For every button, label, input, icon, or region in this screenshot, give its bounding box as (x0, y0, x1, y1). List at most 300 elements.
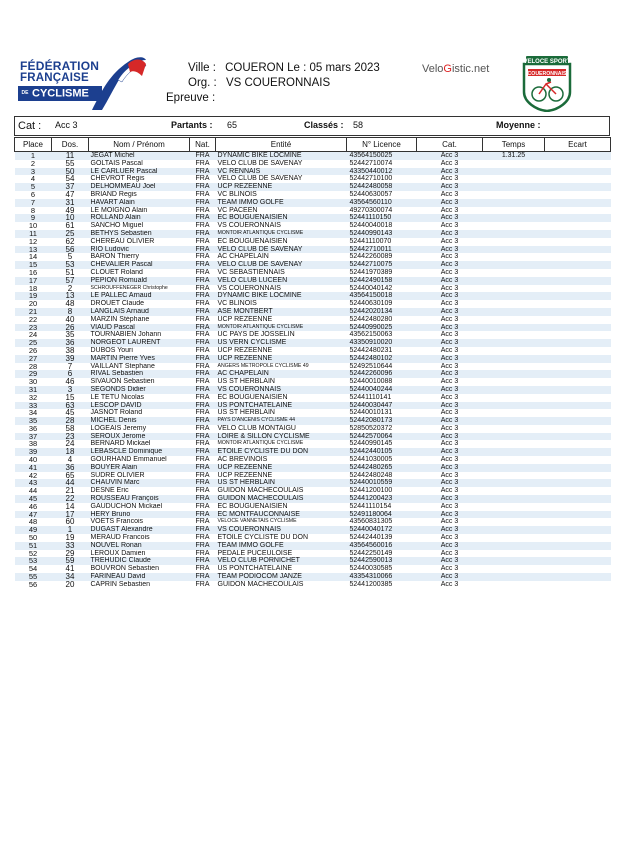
name-cell: PEPION Romuald (89, 277, 190, 285)
gap-cell (545, 370, 611, 378)
result-row (15, 565, 611, 573)
cat-cell: Acc 3 (417, 339, 483, 347)
entity-cell: UCP REZEENNE (216, 355, 347, 363)
place-cell: 43 (15, 479, 52, 487)
entity-cell: US PONTCHATELAINE (216, 402, 347, 410)
dossard-cell: 55 (65, 159, 75, 168)
dossard-cell: 8 (52, 308, 89, 316)
time-cell (483, 417, 545, 425)
result-row (15, 331, 611, 339)
nat-cell: FRA (195, 393, 210, 401)
gap-cell (545, 440, 611, 448)
dossard-cell: 58 (65, 424, 75, 433)
licence-cell: 52440010559 (347, 479, 417, 487)
result-row (15, 253, 611, 261)
time-cell (483, 370, 545, 378)
entity-cell: TEAM IMMO GOLFE (216, 542, 347, 550)
classes-label: Classés : (304, 120, 344, 130)
entity-cell: EC BOUGUENAISIEN (217, 393, 288, 401)
dossard-cell: 2 (67, 284, 73, 293)
place-cell: 23 (15, 324, 52, 332)
place-cell: 4 (30, 175, 36, 184)
name-cell: JASNOT Roland (90, 409, 143, 417)
licence-cell: 43354310066 (347, 573, 417, 581)
time-cell (483, 347, 545, 355)
time-cell (483, 238, 545, 246)
entity-cell: VC PACEEN (217, 206, 258, 214)
name-cell: MARTIN Pierre Yves (89, 355, 190, 363)
dossard-cell: 39 (52, 355, 89, 363)
time-cell (483, 503, 545, 511)
name-cell: RIO Ludovic (89, 246, 190, 254)
result-row (15, 199, 611, 207)
name-cell: GAUDUCHON Mickael (90, 502, 163, 510)
licence-cell: 52441970389 (349, 268, 393, 276)
licence-cell: 52441200423 (347, 495, 417, 503)
name-cell: CLOUET Roland (90, 268, 143, 276)
place-cell: 28 (28, 362, 38, 371)
time-cell (483, 230, 545, 238)
name-cell: NORGEOT LAURENT (89, 339, 190, 347)
licence-cell: 52440040244 (347, 386, 417, 394)
time-cell (483, 183, 545, 191)
cat-cell: Acc 3 (417, 433, 483, 441)
time-cell (483, 324, 545, 332)
nat-cell: FRA (190, 370, 216, 378)
licence-cell: 52492510644 (349, 362, 393, 370)
place-cell: 29 (15, 370, 52, 378)
cat-cell: Acc 3 (417, 152, 483, 160)
time-cell (483, 363, 545, 371)
entity-cell: UCP REZEENNE (216, 464, 347, 472)
place-cell: 5 (15, 183, 52, 191)
place-cell: 31 (15, 386, 52, 394)
time-cell (483, 175, 545, 183)
licence-cell: 52440040142 (349, 284, 393, 292)
place-cell: 53 (15, 557, 52, 565)
name-cell: RIVAL Sebastien (89, 370, 190, 378)
place-cell: 51 (15, 542, 52, 550)
cat-cell: Acc 3 (417, 183, 483, 191)
cat-cell: Acc 3 (417, 230, 483, 238)
place-cell: 7 (15, 199, 52, 207)
dossard-cell: 1 (52, 526, 89, 534)
time-cell (483, 534, 545, 542)
gap-cell (545, 448, 611, 456)
gap-cell (545, 511, 611, 519)
gap-cell (545, 542, 611, 550)
race-organizer (188, 77, 330, 89)
name-cell: SCHROUFFENEGER Christophe (90, 284, 168, 291)
result-row (15, 285, 611, 293)
entity-cell: ETOILE CYCLISTE DU DON (217, 534, 309, 542)
cat-cell: Acc 3 (417, 277, 483, 285)
gap-cell (545, 409, 611, 417)
results-header-row (15, 138, 611, 152)
entity-cell: AC CHAPELAIN (217, 253, 269, 261)
time-cell (483, 168, 545, 176)
time-cell (483, 222, 545, 230)
cat-cell: Acc 3 (440, 315, 459, 323)
entity-cell: VELO CLUB MONTAIGU (217, 424, 296, 432)
gap-cell (545, 238, 611, 246)
nat-cell: FRA (195, 502, 210, 510)
result-row (15, 183, 611, 191)
entity-cell: EC BOUGUENAISIEN (217, 502, 288, 510)
dossard-cell: 50 (52, 168, 89, 176)
entity-cell: VS COUERONNAIS (216, 386, 347, 394)
gap-cell (545, 347, 611, 355)
result-row (15, 316, 611, 324)
time-cell (483, 277, 545, 285)
result-row (15, 448, 611, 456)
entity-cell: PAYS D'ANCENIS CYCLISME 44 (216, 417, 347, 425)
licence-cell: 52442480058 (347, 183, 417, 191)
licence-cell: 43562150063 (349, 331, 393, 339)
dossard-cell: 47 (65, 190, 75, 199)
name-cell: VIAUD Pascal (89, 324, 190, 332)
dossard-cell: 31 (52, 199, 89, 207)
gap-cell (545, 557, 611, 565)
time-cell (483, 409, 545, 417)
licence-cell: 52440990143 (347, 230, 417, 238)
name-cell: CAPRIN Sebastien (90, 580, 151, 588)
name-cell: DESNE Eric (90, 487, 129, 495)
time-cell (483, 402, 545, 410)
dossard-cell: 11 (52, 152, 89, 160)
result-row (15, 269, 611, 277)
dossard-cell: 45 (65, 409, 75, 418)
nat-cell: FRA (190, 230, 216, 238)
entity-cell: MONTOIR ATLANTIQUE CYCLISME (216, 230, 347, 238)
cat-cell: Acc 3 (440, 159, 459, 167)
time-cell (483, 394, 545, 402)
time-cell (483, 378, 545, 386)
cat-cell: Acc 3 (440, 378, 459, 386)
result-row (15, 402, 611, 410)
licence-cell: 52442710100 (349, 175, 393, 183)
nat-cell: FRA (190, 214, 216, 222)
licence-cell: 52441200100 (349, 487, 393, 495)
result-row (15, 191, 611, 199)
name-cell: ROLLAND Alain (89, 214, 190, 222)
name-cell: DELHOMMEAU Joel (89, 183, 190, 191)
licence-cell: 52441200385 (349, 580, 393, 588)
entity-cell: UC PAYS DE JOSSELIN (217, 331, 295, 339)
club-logo (518, 54, 576, 112)
col-name-header: Nom / Prénom (89, 138, 190, 152)
result-row (15, 464, 611, 472)
licence-cell: 52442590013 (347, 557, 417, 565)
org-value: VS COUERONNAIS (225, 77, 331, 89)
licence-cell: 49270300074 (349, 206, 393, 214)
ffc-logo-bar (18, 86, 102, 101)
licence-cell: 52442710011 (347, 246, 417, 254)
entity-cell: VS COUERONNAIS (217, 284, 281, 292)
dossard-cell: 19 (65, 534, 75, 542)
licence-cell: 52440040172 (347, 526, 417, 534)
place-cell: 30 (28, 378, 38, 386)
nat-cell: FRA (195, 300, 210, 308)
result-row (15, 238, 611, 246)
place-cell: 9 (15, 214, 52, 222)
entity-cell: EC MONTFAUCONNAISE (216, 511, 347, 519)
nat-cell: FRA (190, 199, 216, 207)
col-dossard-header: Dos. (52, 138, 89, 152)
place-cell: 35 (15, 417, 52, 425)
cat-cell: Acc 3 (440, 175, 459, 183)
licence-cell: 52442490158 (347, 277, 417, 285)
nat-cell: FRA (195, 378, 210, 386)
nat-cell: FRA (190, 495, 216, 503)
name-cell: LOGEAIS Jeremy (90, 424, 147, 432)
cat-cell: Acc 3 (417, 417, 483, 425)
place-cell: 10 (28, 222, 38, 230)
dossard-cell: 46 (65, 378, 75, 386)
club-logo-top-text: VELOCE SPORT (523, 59, 571, 65)
time-cell (483, 511, 545, 519)
result-row (15, 440, 611, 448)
nat-cell: FRA (190, 308, 216, 316)
ffc-logo-de: DE (21, 90, 29, 96)
gap-cell (545, 152, 611, 160)
time-cell (483, 526, 545, 534)
nat-cell: FRA (190, 511, 216, 519)
gap-cell (545, 222, 611, 230)
gap-cell (545, 456, 611, 464)
gap-cell (545, 160, 611, 168)
licence-cell: 52440030585 (349, 565, 393, 573)
result-row (15, 152, 611, 160)
gap-cell (545, 207, 611, 215)
place-cell: 49 (15, 526, 52, 534)
entity-cell: UCP REZEENNE (217, 471, 273, 479)
gap-cell (545, 246, 611, 254)
gap-cell (545, 378, 611, 386)
nat-cell: FRA (195, 284, 210, 292)
cat-cell: Acc 3 (440, 549, 459, 557)
place-cell: 22 (28, 315, 38, 324)
cat-cell: Acc 3 (417, 542, 483, 550)
place-cell: 11 (15, 230, 52, 238)
place-cell: 56 (28, 580, 38, 589)
cat-cell: Acc 3 (417, 261, 483, 269)
place-cell: 19 (15, 292, 52, 300)
time-cell (483, 308, 545, 316)
dossard-cell: 29 (65, 549, 75, 558)
entity-cell: TEAM IMMO GOLFE (216, 199, 347, 207)
col-nat-header: Nat. (190, 138, 216, 152)
licence-cell: 52440630057 (349, 190, 393, 198)
place-cell: 6 (30, 190, 36, 199)
name-cell: BRIAND Regis (90, 190, 137, 198)
place-cell: 14 (28, 253, 38, 262)
cat-cell: Acc 3 (440, 440, 459, 448)
result-row (15, 542, 611, 550)
gap-cell (545, 565, 611, 573)
entity-cell: VC BLINOIS (217, 300, 257, 308)
licence-cell: 52440630109 (349, 300, 393, 308)
ville-value: COUERON Le : 05 mars 2023 (225, 62, 380, 74)
cat-cell: Acc 3 (417, 526, 483, 534)
velogistic-brand (422, 63, 489, 75)
entity-cell: VC RENNAIS (216, 168, 347, 176)
place-cell: 33 (15, 402, 52, 410)
dossard-cell: 5 (67, 253, 73, 262)
cat-cell: Acc 3 (417, 324, 483, 332)
dossard-cell: 65 (65, 471, 75, 480)
cat-cell: Acc 3 (417, 246, 483, 254)
name-cell: BERNARD Mickael (90, 440, 151, 448)
licence-cell: 52442710074 (349, 159, 393, 167)
entity-cell: VC BLINOIS (217, 190, 257, 198)
time-cell (483, 448, 545, 456)
gap-cell (545, 355, 611, 363)
name-cell: GOLTAIS Pascal (90, 159, 143, 167)
result-row (15, 292, 611, 300)
cat-cell: Acc 3 (440, 518, 459, 526)
result-row (15, 355, 611, 363)
name-cell: DROUET Claude (90, 300, 145, 308)
result-row (15, 557, 611, 565)
result-row (15, 433, 611, 441)
entity-cell: MONTOIR ATLANTIQUE CYCLISME (216, 324, 347, 332)
time-cell (483, 479, 545, 487)
dossard-cell: 37 (52, 183, 89, 191)
result-row (15, 300, 611, 308)
dossard-cell: 17 (52, 511, 89, 519)
name-cell: LEBASCLE Dominique (89, 448, 190, 456)
cat-value: Acc 3 (55, 120, 78, 130)
licence-cell: 52442480280 (349, 315, 393, 323)
entity-cell: VC SEBASTIENNAIS (217, 268, 285, 276)
nat-cell: FRA (190, 246, 216, 254)
place-cell: 27 (15, 355, 52, 363)
result-row (15, 425, 611, 433)
nat-cell: FRA (190, 448, 216, 456)
cat-cell: Acc 3 (440, 393, 459, 401)
licence-cell: 52442080173 (347, 417, 417, 425)
nat-cell: FRA (195, 534, 210, 542)
nat-cell: FRA (190, 261, 216, 269)
dossard-cell: 56 (52, 246, 89, 254)
time-cell (483, 573, 545, 581)
col-licence-header: N° Licence (347, 138, 417, 152)
name-cell: BOUYER Alain (89, 464, 190, 472)
result-row (15, 479, 611, 487)
dossard-cell: 40 (65, 315, 75, 324)
cat-cell: Acc 3 (440, 565, 459, 573)
licence-cell: 43564150018 (347, 292, 417, 300)
name-cell: SANCHO Miguel (90, 222, 144, 230)
gap-cell (545, 214, 611, 222)
cat-cell: Acc 3 (440, 331, 459, 339)
gap-cell (545, 168, 611, 176)
licence-cell: 52441110154 (349, 502, 392, 510)
result-row (15, 472, 611, 480)
velogistic-post: istic.net (451, 63, 490, 75)
dossard-cell: 15 (65, 393, 75, 402)
result-row (15, 518, 611, 526)
entity-cell: AC BREVINOIS (217, 456, 268, 464)
cat-cell: Acc 3 (440, 424, 459, 432)
result-row (15, 168, 611, 176)
name-cell: MERAUD Francois (90, 534, 150, 542)
nat-cell: FRA (195, 565, 210, 573)
result-row (15, 495, 611, 503)
result-row (15, 394, 611, 402)
entity-cell: US PONTCHATELAINE (217, 565, 293, 573)
gap-cell (545, 573, 611, 581)
nat-cell: FRA (195, 440, 210, 448)
time-cell (483, 191, 545, 199)
nat-cell: FRA (190, 324, 216, 332)
entity-cell: VELO CLUB DE SAVENAY (217, 159, 303, 167)
cat-cell: Acc 3 (417, 479, 483, 487)
nat-cell: FRA (195, 331, 210, 339)
dossard-cell: 54 (65, 175, 75, 184)
cat-cell: Acc 3 (417, 573, 483, 581)
gap-cell (545, 503, 611, 511)
name-cell: LESCOP DAVID (89, 402, 190, 410)
name-cell: JEGAT Michel (89, 152, 190, 160)
name-cell: VOETS Francois (90, 518, 144, 526)
nat-cell: FRA (190, 183, 216, 191)
cat-cell: Acc 3 (440, 502, 459, 510)
name-cell: ROUSSEAU François (89, 495, 190, 503)
cat-cell: Acc 3 (417, 292, 483, 300)
place-cell: 45 (15, 495, 52, 503)
place-cell: 40 (28, 456, 38, 464)
time-cell (483, 565, 545, 573)
nat-cell: FRA (195, 346, 210, 354)
gap-cell (545, 285, 611, 293)
classes-value: 58 (353, 120, 364, 130)
place-cell: 32 (28, 393, 38, 402)
time-cell (483, 292, 545, 300)
cat-cell: Acc 3 (440, 534, 459, 542)
gap-cell (545, 175, 611, 183)
entity-cell: VELO CLUB DE SAVENAY (216, 261, 347, 269)
nat-cell: FRA (190, 168, 216, 176)
licence-cell: 52850520372 (349, 424, 393, 432)
moyenne-label: Moyenne : (496, 120, 541, 130)
name-cell: VAILLANT Stephane (90, 362, 155, 370)
name-cell: SEROUX Jerome (89, 433, 190, 441)
entity-cell: VELOCE VANNETAIS CYCLISME (217, 518, 297, 525)
place-cell: 48 (28, 518, 38, 527)
gap-cell (545, 433, 611, 441)
name-cell: BETHYS Sebastien (89, 230, 190, 238)
time-cell (483, 300, 545, 308)
time-cell (483, 214, 545, 222)
gap-cell (545, 581, 611, 589)
result-row (15, 363, 611, 371)
name-cell: CHEVALIER Pascal (89, 261, 190, 269)
place-cell: 17 (15, 277, 52, 285)
time-cell (483, 472, 545, 480)
cat-cell: Acc 3 (417, 308, 483, 316)
entity-cell: DYNAMIC BIKE LOCMINE (216, 292, 347, 300)
name-cell: SEGONDS Didier (89, 386, 190, 394)
nat-cell: FRA (190, 355, 216, 363)
nat-cell: FRA (195, 362, 210, 370)
result-row (15, 573, 611, 581)
dossard-cell: 10 (52, 214, 89, 222)
gap-cell (545, 363, 611, 371)
entity-cell: MONTOIR ATLANTIQUE CYCLISME (217, 440, 304, 447)
nat-cell: FRA (190, 464, 216, 472)
